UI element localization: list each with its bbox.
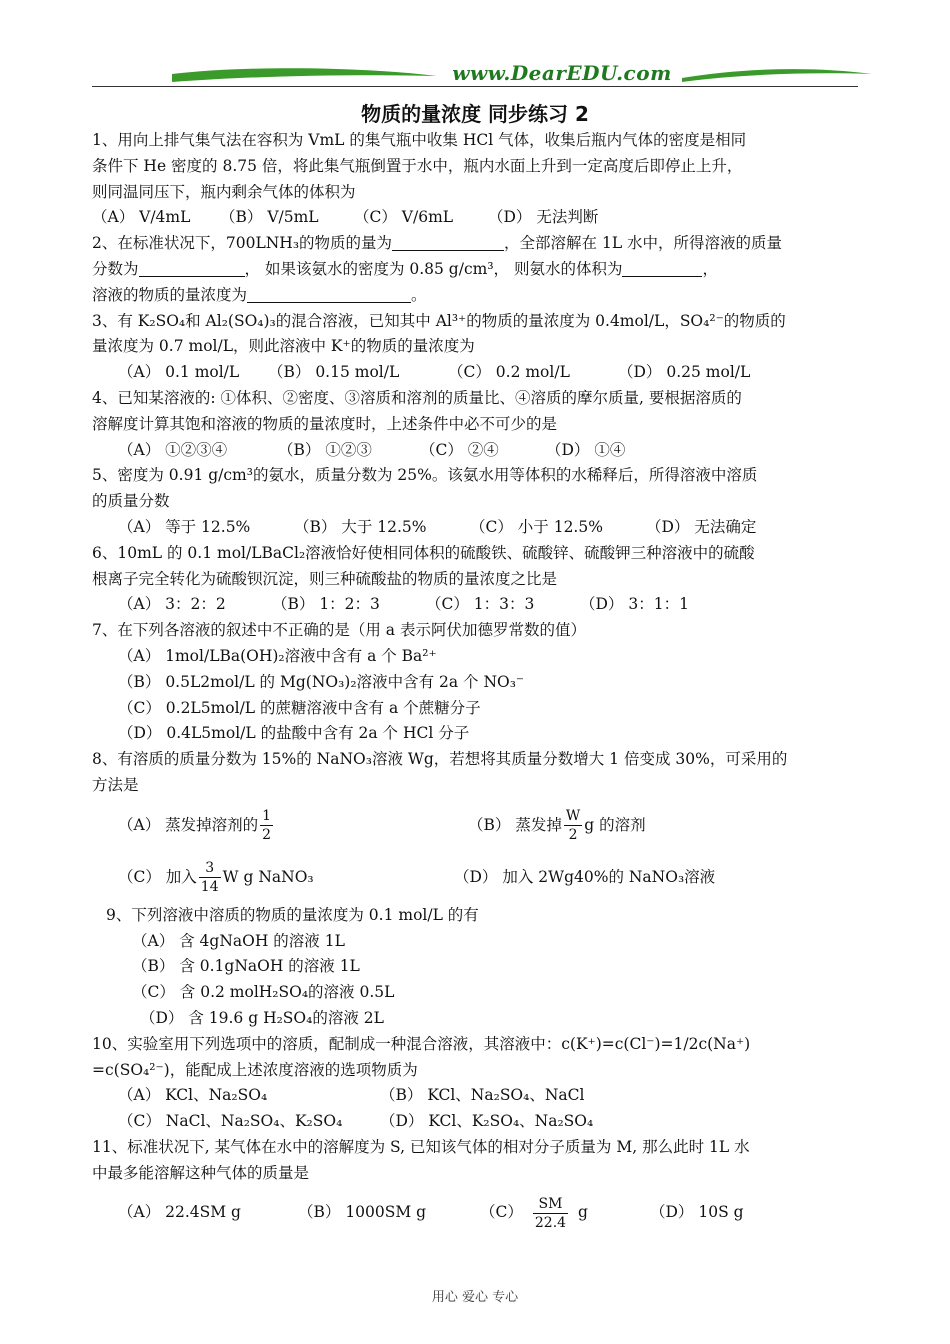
q5-line-2: 的质量分数	[92, 492, 170, 511]
q7-option-a: （A） 1mol/LBa(OH)₂溶液中含有 a 个 Ba²⁺	[118, 646, 437, 665]
q8-options-ab	[92, 799, 862, 851]
q8-option-c-fraction	[199, 859, 221, 896]
q10-option-b: （B） KCl、Na₂SO₄、NaCl	[380, 1086, 585, 1105]
q2-text-3b: 。	[411, 285, 427, 304]
page-title: 物质的量浓度 同步练习 2	[361, 102, 589, 126]
q3-option-a: （A） 0.1 mol/L	[118, 363, 240, 382]
header-banner	[92, 60, 858, 90]
q8-a-denominator: 2	[262, 827, 272, 844]
q8-option-b	[468, 799, 646, 851]
q1-option-a: （A） V/4mL	[92, 208, 191, 227]
q8-option-d: （D） 加入 2Wg40%的 NaNO₃溶液	[454, 867, 716, 886]
q6-line-1: 6、10mL 的 0.1 mol/LBaCl₂溶液恰好使相同体积的硫酸铁、硫酸锌、硫酸钾三种溶液中的硫酸	[92, 543, 755, 562]
q1-option-b: （B） V/5mL	[220, 208, 319, 227]
q2-line-1	[92, 231, 862, 257]
q5-option-b: （B） 大于 12.5%	[294, 517, 427, 536]
q11-option-c	[480, 1186, 650, 1238]
q9-option-a: （A） 含 4gNaOH 的溶液 1L	[132, 931, 345, 950]
q8-b-numerator: W	[565, 808, 581, 825]
q4-options	[92, 438, 862, 464]
q9-option-b: （B） 含 0.1gNaOH 的溶液 1L	[132, 957, 360, 976]
q8-option-b-tail: g 的溶剂	[584, 815, 646, 834]
q3-option-c: （C） 0.2 mol/L	[448, 363, 570, 382]
q7-line-1: 7、在下列各溶液的叙述中不正确的是（用 a 表示阿伏加德罗常数的值）	[92, 621, 586, 640]
q11-option-c-tail: g	[578, 1203, 588, 1222]
page-footer: 用心 爱心 专心	[431, 1290, 519, 1305]
q3-option-d: （D） 0.25 mol/L	[618, 363, 751, 382]
q8-option-a-fraction	[260, 807, 273, 844]
q7-option-d: （D） 0.4L5mol/L 的盐酸中含有 2a 个 HCl 分子	[118, 724, 470, 743]
q3-line-2: 量浓度为 0.7 mol/L，则此溶液中 K⁺的物质的量浓度为	[92, 337, 475, 356]
q8-option-c-tail: W g NaNO₃	[222, 867, 314, 886]
q10-option-c: （C） NaCl、Na₂SO₄、K₂SO₄	[118, 1112, 343, 1131]
q2-blank-2	[139, 260, 245, 277]
q8-c-denominator: 14	[200, 879, 219, 896]
q10-line-1: 10、实验室用下列选项中的溶质，配制成一种混合溶液，其溶液中：c(K⁺)=c(Cl⁻)=1/2c(Na⁺)	[92, 1034, 751, 1053]
q11-options	[92, 1186, 862, 1238]
q10-line-2: =c(SO₄²⁻)，能配成上述浓度溶液的选项物质为	[92, 1060, 418, 1079]
q9-line-1: 9、下列溶液中溶质的物质的量浓度为 0.1 mol/L 的有	[106, 905, 479, 924]
q11-line-2: 中最多能溶解这种气体的质量是	[92, 1163, 310, 1182]
q6-options	[92, 592, 862, 618]
q8-option-a	[118, 799, 468, 851]
q8-option-c-text: （C） 加入	[118, 867, 197, 886]
q2-text-2a: 分数为	[92, 259, 139, 278]
q6-option-b: （B） 1：2：3	[272, 595, 380, 614]
q1-line-3: 则同温同压下，瓶内剩余气体的体积为	[92, 182, 356, 201]
left-swoosh-icon	[92, 64, 442, 88]
q8-c-numerator: 3	[199, 859, 221, 878]
q2-line-3	[92, 283, 862, 309]
q10-option-d: （D） KCl、K₂SO₄、Na₂SO₄	[380, 1112, 594, 1131]
q6-line-2: 根离子完全转化为硫酸钡沉淀，则三种硫酸盐的物质的量浓度之比是	[92, 569, 558, 588]
q6-option-d: （D） 3：1：1	[580, 595, 689, 614]
site-logo-text[interactable]: www.DearEDU.com	[452, 61, 672, 85]
q11-option-c-fraction	[533, 1195, 568, 1232]
q8-b-denominator: 2	[568, 827, 578, 844]
question-list	[92, 128, 862, 1238]
q4-option-d: （D） ①④	[546, 440, 626, 459]
q8-options-cd	[92, 851, 862, 903]
q6-option-c: （C） 1：3：3	[426, 595, 535, 614]
q1-line-1: 1、用向上排气集气法在容积为 VmL 的集气瓶中收集 HCl 气体，收集后瓶内气体的密度是相同	[92, 131, 747, 149]
q3-option-b: （B） 0.15 mol/L	[268, 363, 400, 382]
q1-option-d: （D） 无法判断	[488, 208, 599, 227]
q8-option-b-text: （B） 蒸发掉	[468, 815, 562, 834]
q8-option-b-fraction	[564, 807, 582, 844]
q11-c-denominator: 22.4	[534, 1214, 567, 1231]
q2-text-1b: ，全部溶解在 1L 水中，所得溶液的质量	[504, 234, 783, 253]
header-rule	[92, 86, 858, 87]
q2-blank-3	[622, 260, 702, 277]
q7-option-b: （B） 0.5L2mol/L 的 Mg(NO₃)₂溶液中含有 2a 个 NO₃⁻	[118, 672, 525, 691]
q3-line-1: 3、有 K₂SO₄和 Al₂(SO₄)₃的混合溶液，已知其中 Al³⁺的物质的量浓度为 0.4mol/L，SO₄²⁻的物质的	[92, 311, 786, 330]
q8-line-2: 方法是	[92, 775, 139, 794]
q10-options-ab	[92, 1083, 862, 1109]
q8-a-numerator: 1	[262, 808, 272, 825]
q4-option-c: （C） ②④	[420, 440, 499, 459]
q2-text-2b: ， 如果该氨水的密度为 0.85 g/cm³， 则氨水的体积为	[244, 259, 623, 278]
q8-option-a-text: （A） 蒸发掉溶剂的	[118, 815, 259, 834]
q1-options	[92, 205, 862, 231]
q2-text-1a: 2、在标准状况下，700LNH₃的物质的量为	[92, 234, 393, 253]
q6-option-a: （A） 3：2：2	[118, 595, 226, 614]
q2-blank-4	[247, 286, 411, 303]
q5-line-1: 5、密度为 0.91 g/cm³的氨水，质量分数为 25%。该氨水用等体积的水稀释后，所得溶液中溶质	[92, 466, 758, 485]
q4-line-2: 溶解度计算其饱和溶液的物质的量浓度时，上述条件中必不可少的是	[92, 414, 558, 433]
q7-option-c: （C） 0.2L5mol/L 的蔗糖溶液中含有 a 个蔗糖分子	[118, 698, 481, 717]
q11-option-c-text: （C）	[480, 1203, 523, 1222]
q11-option-b: （B） 1000SM g	[298, 1203, 427, 1222]
q2-line-2	[92, 257, 862, 283]
q9-option-d: （D） 含 19.6 g H₂SO₄的溶液 2L	[140, 1008, 384, 1027]
q5-option-c: （C） 小于 12.5%	[470, 517, 603, 536]
q4-line-1: 4、已知某溶液的: ①体积、②密度、③溶质和溶剂的质量比、④溶质的摩尔质量, 要根据溶质的	[92, 388, 742, 407]
q2-blank-1	[392, 234, 504, 251]
q9-option-c: （C） 含 0.2 molH₂SO₄的溶液 0.5L	[132, 983, 395, 1002]
q10-option-a: （A） KCl、Na₂SO₄	[118, 1086, 268, 1105]
q8-line-1: 8、有溶质的质量分数为 15%的 NaNO₃溶液 Wg，若想将其质量分数增大 1 倍变成 30%，可采用的	[92, 750, 788, 769]
q8-option-c	[118, 851, 454, 903]
q4-option-a: （A） ①②③④	[118, 440, 228, 459]
q2-text-2c: ，	[702, 259, 718, 278]
q5-options	[92, 515, 862, 541]
q1-line-2: 条件下 He 密度的 8.75 倍，将此集气瓶倒置于水中，瓶内水面上升到一定高度后即停止上升，	[92, 156, 743, 175]
q11-c-numerator: SM	[533, 1195, 568, 1214]
q3-options	[92, 360, 862, 386]
q11-option-a: （A） 22.4SM g	[118, 1203, 241, 1222]
q5-option-d: （D） 无法确定	[646, 517, 757, 536]
q5-option-a: （A） 等于 12.5%	[118, 517, 251, 536]
q11-line-1: 11、标准状况下, 某气体在水中的溶解度为 S, 已知该气体的相对分子质量为 M, 那么此时 1L 水	[92, 1137, 750, 1156]
q10-options-cd	[92, 1109, 862, 1135]
q11-option-d: （D） 10S g	[650, 1203, 744, 1222]
right-swoosh-icon	[682, 64, 882, 88]
q4-option-b: （B） ①②③	[278, 440, 372, 459]
q1-option-c: （C） V/6mL	[354, 208, 454, 227]
q2-text-3a: 溶液的物质的量浓度为	[92, 285, 248, 304]
